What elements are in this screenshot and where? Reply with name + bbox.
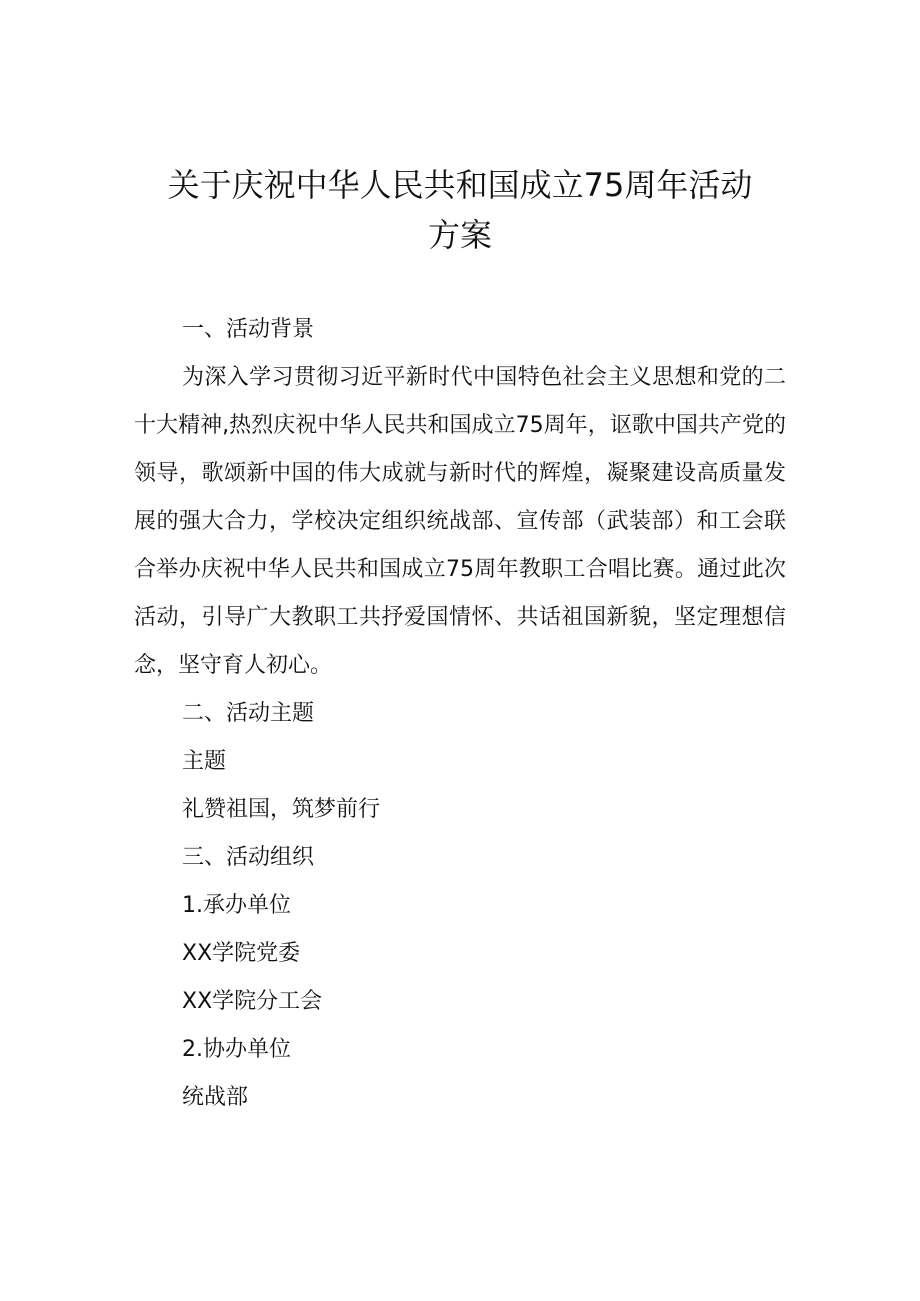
- section-3-heading: 三、活动组织: [182, 845, 315, 870]
- section-1-heading: 一、活动背景: [182, 317, 315, 342]
- document-body: [134, 306, 786, 1122]
- theme-text: 礼赞祖国，筑梦前行: [182, 797, 381, 822]
- organizer-2: XX学院分工会: [182, 989, 323, 1014]
- co-organizer-1: 统战部: [182, 1085, 249, 1110]
- organizer-heading: 1.承办单位: [182, 893, 291, 918]
- theme-label: 主题: [182, 749, 227, 774]
- document-title: [110, 160, 810, 260]
- section-2-heading: 二、活动主题: [182, 701, 315, 726]
- title-line-1: 关于庆祝中华人民共和国成立75周年活动: [167, 166, 753, 204]
- co-organizer-heading: 2.协办单位: [182, 1037, 291, 1062]
- organizer-1: XX学院党委: [182, 941, 301, 966]
- title-line-2: 方案: [427, 216, 492, 254]
- section-1-paragraph: 为深入学习贯彻习近平新时代中国特色社会主义思想和党的二十大精神,热烈庆祝中华人民共和国成立75周年，讴歌中国共产党的领导，歌颂新中国的伟大成就与新时代的辉煌，凝聚建设高质量发展的强大合力，学校决定组织统战部、宣传部（武装部）和工会联合举办庆祝中华人民共和国成立75周年教职工合唱比赛。通过此次活动，引导广大教职工共抒爱国情怀、共话祖国新貌，坚定理想信念，坚守育人初心。: [134, 365, 786, 678]
